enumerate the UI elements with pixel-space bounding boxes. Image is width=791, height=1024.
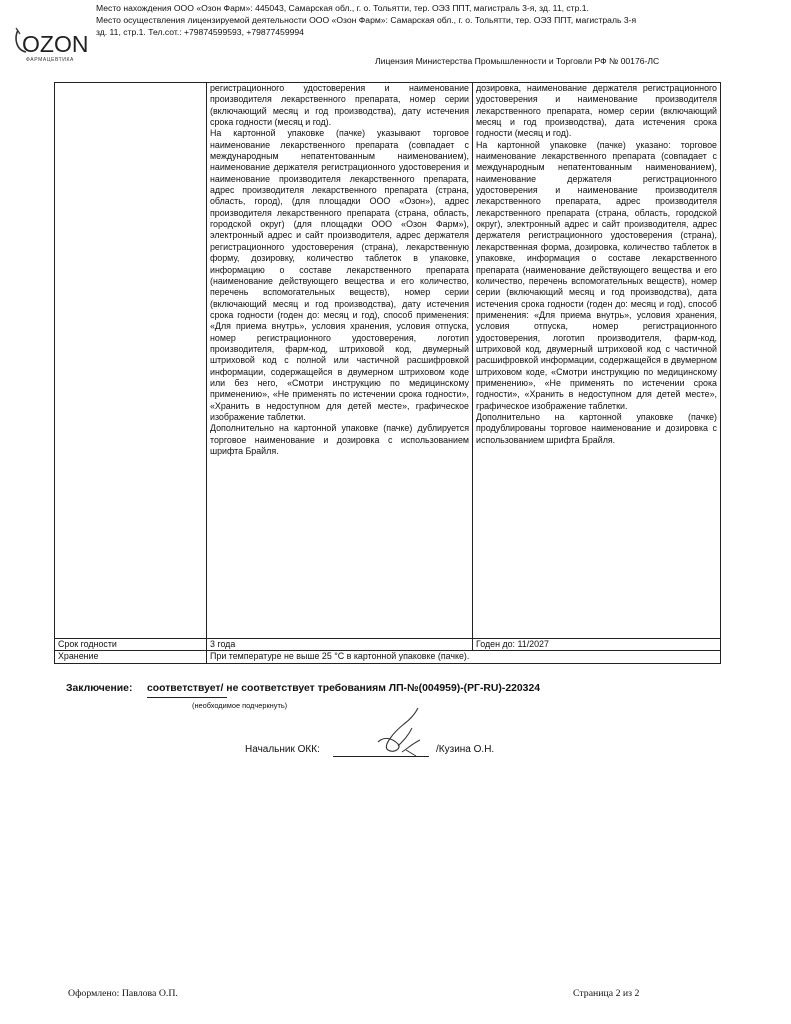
table-row [55,83,721,639]
logo-wordmark: OZON [22,31,89,57]
conclusion-label: Заключение: [66,683,133,694]
signature-name: /Кузина О.Н. [436,744,495,755]
spec-table [54,82,721,664]
result-paragraph: дозировка, наименование держателя регистрационного удостоверения и наименование производителя лекарственного препарата, номер серии (включающий месяц и год производства), дата истечения срока годности (месяц и год). [476,83,717,139]
shelf-life-label: Срок годности [55,639,207,651]
header-activity-line: Место осуществления лицензируемой деятельности ООО «Озон Фарм»: Самарская обл., г. о. Тольятти, тер. ОЭЗ ППТ, магистраль 3-я [96,15,637,25]
underline-mark [147,697,227,698]
result-paragraph: На картонной упаковке (пачке) указано: торговое наименование лекарственного препарата (совпадает с международным непатентованным наименованием), наименование держателя регистрационного удостоверения и наименование производителя лекарственного препарата, адрес производителя лекарственного препарата (страна, область, городской округ), электронный адрес и сайт производителя, адрес держателя регистрационного удостоверения (страна), лекарственная форма, дозировка, количество таблеток в упаковке, информация о составе лекарственного препарата (наименование действующего вещества и его количество, перечень вспомогательных веществ), номер серии (включающий месяц и год производства), дата истечения срока годности (годен до: месяц и год), способ применения: «Для приема внутрь», условия хранения, условия отпуска, номер регистрационного удостоверения, логотип производителя, фарм-код, штриховой код, двумерный штриховой код с частичной расшифровкой информации, содержащейся в двумерном штриховом коде, «Смотри инструкцию по медицинскому применению», «Не применять по истечении срока годности», «Хранить в недоступном для детей месте», графическое изображение таблетки. [476,139,717,411]
shelf-life-result: Годен до: 11/2027 [473,639,721,651]
result-paragraph: Дополнительно на картонной упаковке (пачке) продублированы торговое наименование и дозировка с использованием шрифта Брайля. [476,411,717,445]
conclusion-note: (необходимое подчеркнуть) [192,701,288,710]
header-phone-line: зд. 11, стр.1. Тел.сот.: +79874599593, +79877459994 [96,27,304,37]
table-cell-spec [207,83,473,639]
conclusion-text: соответствует/ не соответствует требованиям ЛП-№(004959)-(РГ-RU)-220324 [147,683,541,694]
spec-paragraph: На картонной упаковке (пачке) указывают торговое наименование лекарственного препарата (совпадает с международным непатентованным наименованием), наименование держателя регистрационного удостоверения и наименование производителя лекарственного препарата, адрес производителя лекарственного препарата (страна, область, город), (для площадки ООО «Озон»), адрес производителя лекарственного препарата (страна, область, городской округ) (для площадки ООО «Озон Фарм»), электронный адрес и сайт производителя, адрес держателя регистрационного удостоверения (страна), лекарственную форму, дозировку, количество таблеток в упаковке, информацию о составе лекарственного препарата (наименование действующего вещества и его количество, перечень вспомогательных веществ), номер серии (включающий месяц и год производства), дату истечения срока годности (годен до: месяц и год), способ применения: «Для приема внутрь», условия хранения, условия отпуска, номер регистрационного удостоверения, логотип производителя, фарм-код, штриховой код, двумерный штриховой код с полной или частичной расшифровкой информации, содержащейся в двумерном штриховом коде или без него, «Смотри инструкцию по медицинскому применению», «Не применять по истечении срока годности», «Хранить в недоступном для детей месте», графическое изображение таблетки. [210,128,469,422]
spec-paragraph: регистрационного удостоверения и наименование производителя лекарственного препарата, номер серии (включающий месяц и год производства), дату истечения срока годности (месяц и год). [210,83,469,128]
signature-role: Начальник ОКК: [245,744,320,755]
ozon-logo [12,20,104,64]
storage-spec: При температуре не выше 25 °С в картонной упаковке (пачке). [207,651,721,663]
table-cell-result [473,83,721,639]
license-line: Лицензия Министерства Промышленности и Торговли РФ № 00176-ЛС [375,56,660,66]
shelf-life-spec: 3 года [207,639,473,651]
storage-label: Хранение [55,651,207,663]
prepared-by: Оформлено: Павлова О.П. [68,988,178,999]
table-cell-empty [55,83,207,639]
table-row [55,639,721,651]
page-number: Страница 2 из 2 [573,988,640,999]
spec-paragraph: Дополнительно на картонной упаковке (пачке) дублируется торговое наименование и дозировка с использованием шрифта Брайля. [210,423,469,456]
table-row [55,651,721,663]
header-address-line: Место нахождения ООО «Озон Фарм»: 445043, Самарская обл., г. о. Тольятти, тер. ОЭЗ ППТ, магистраль 3-я, зд. 11, стр.1. [96,3,589,13]
logo-subtitle: ФАРМАЦЕВТИКА [26,57,74,63]
handwritten-signature [372,706,432,766]
